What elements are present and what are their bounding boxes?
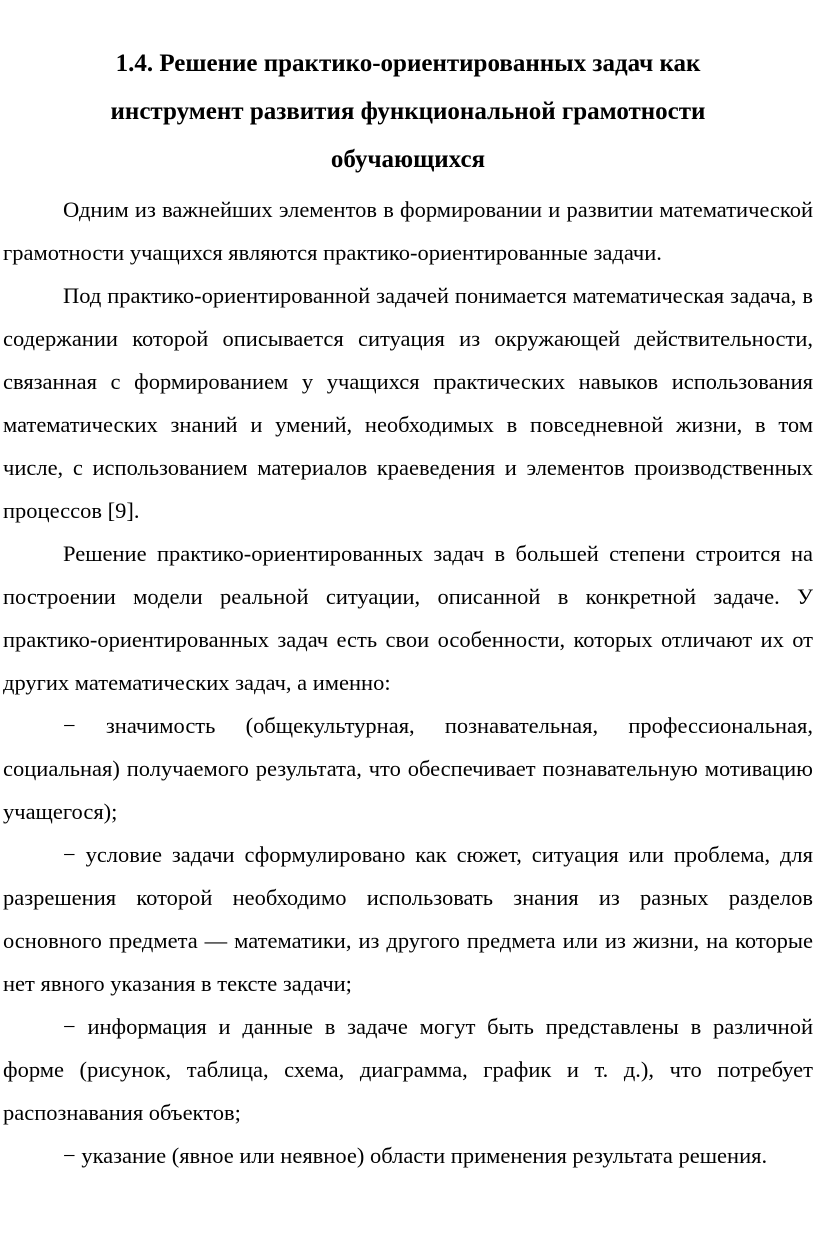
list-item-significance: − значимость (общекультурная, познавательная, профессиональная, социальная) получаемого результата, что обеспечивает познавательную мотивацию учащегося); — [3, 713, 813, 824]
section-heading — [0, 40, 816, 184]
list-item-condition: − условие задачи сформулировано как сюжет, ситуация или проблема, для разрешения которой необходимо использовать знания из разных разделов основного предмета — математики, из другого предмета или из жизни, на которые нет явного указания в тексте задачи; — [3, 842, 813, 996]
heading-line-3: обучающихся — [330, 146, 486, 173]
list-item-application: − указание (явное или неявное) области применения результата решения. — [63, 1143, 768, 1168]
document-page — [0, 40, 816, 1177]
heading-line-1: 1.4. Решение практико-ориентированных задач как — [115, 50, 701, 77]
paragraph-intro: Одним из важнейших элементов в формировании и развитии математической грамотности учащихся являются практико-ориентированные задачи. — [3, 197, 813, 265]
list-item-information: − информация и данные в задаче могут быть представлены в различной форме (рисунок, таблица, схема, диаграмма, график и т. д.), что потребует распознавания объектов; — [3, 1014, 813, 1125]
paragraph-solution: Решение практико-ориентированных задач в большей степени строится на построении модели реальной ситуации, описанной в конкретной задаче. У практико-ориентированных задач есть свои особенности, которых отличают их от других математических задач, а именно: — [3, 541, 813, 695]
heading-line-2: инструмент развития функциональной грамотности — [110, 98, 706, 125]
paragraph-definition: Под практико-ориентированной задачей понимается математическая задача, в содержании которой описывается ситуация из окружающей действительности, связанная с формированием у учащихся практических навыков использования математических знаний и умений, необходимых в повседневной жизни, в том числе, с использованием материалов краеведения и элементов производственных процессов [9]. — [3, 283, 813, 523]
